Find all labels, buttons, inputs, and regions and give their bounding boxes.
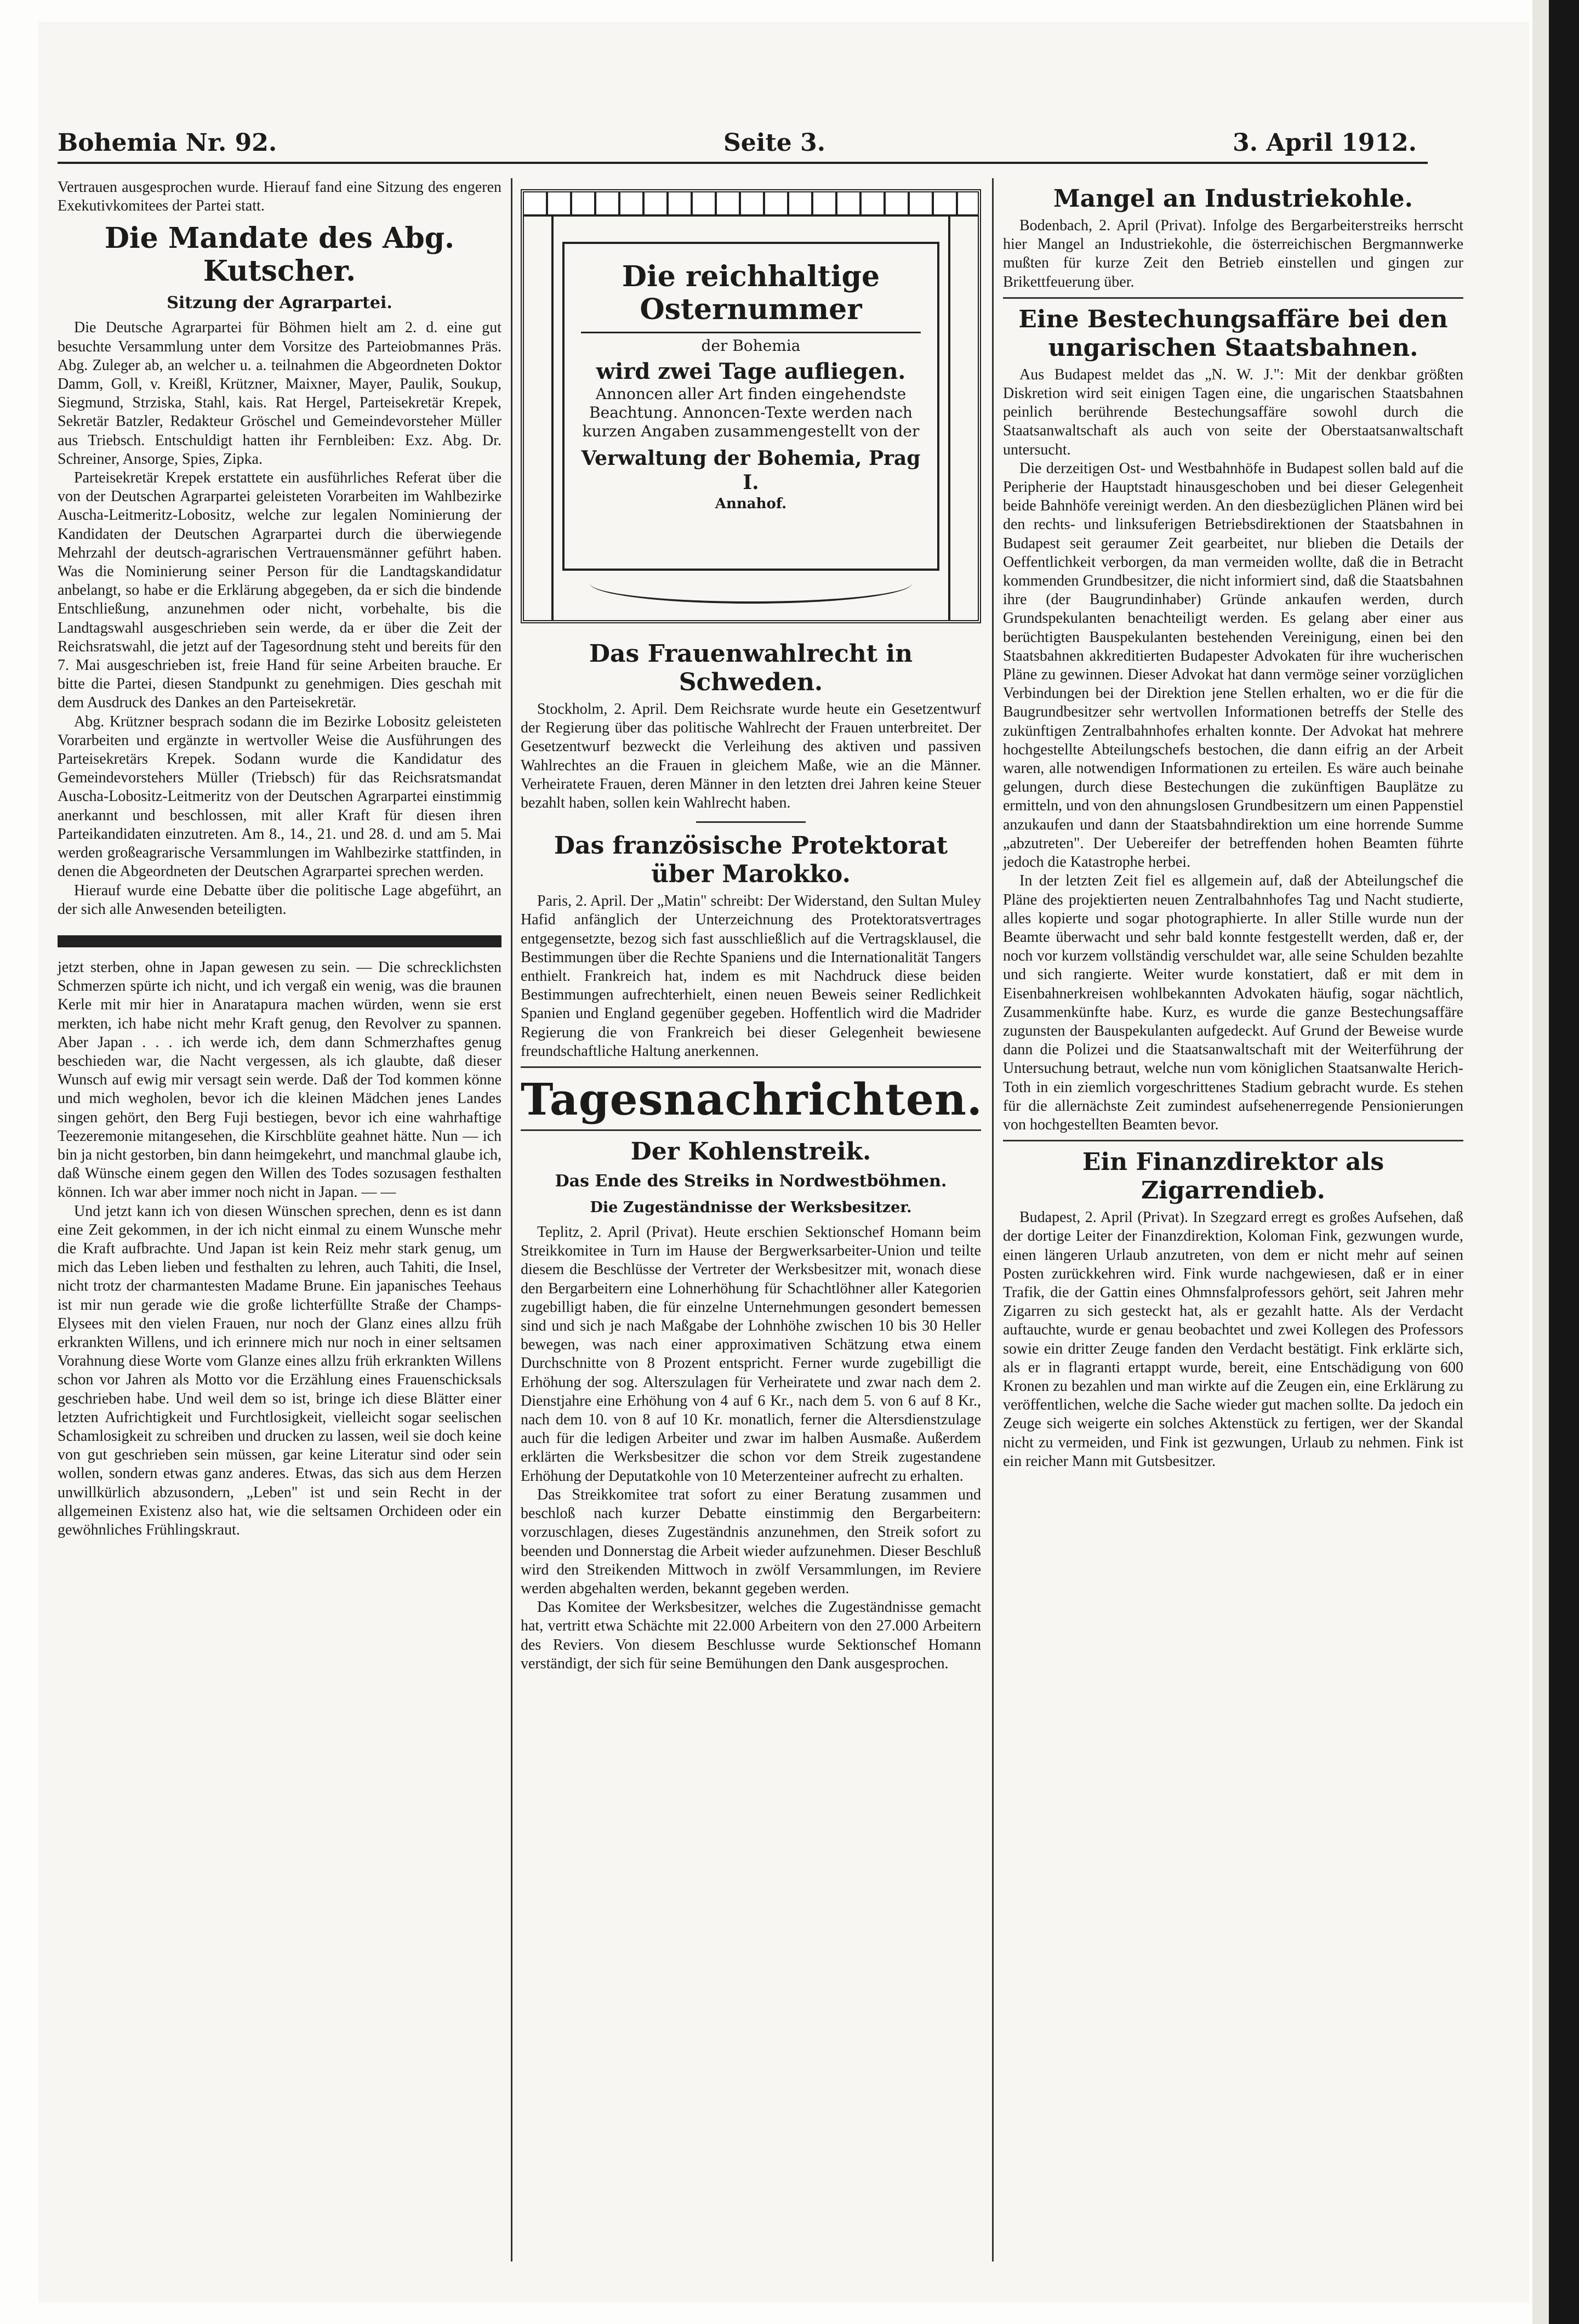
ad-line: der Bohemia bbox=[701, 337, 801, 355]
scan-edge-dark bbox=[1549, 0, 1579, 2324]
ad-inner-frame bbox=[562, 242, 939, 571]
paragraph: Stockholm, 2. April. Dem Reichsrate wurde heute ein Gesetzentwurf der Regierung über das politische Wahlrecht der Frauen unterbreitet. Der Gesetzentwurf bezweckt die Verleihung des aktiven und passiven Wahlrechtes an die Frauen in gleichem Maße, wie an die Männer. Verheiratete Frauen, deren Männer in den letzten drei Jahren keine Steuer bezahlt haben, sollen kein Wahlrecht haben. bbox=[521, 701, 981, 812]
column-rule-2 bbox=[992, 178, 994, 2262]
ad-pillar-left bbox=[529, 217, 554, 620]
paragraph: Das Komitee der Werksbesitzer, welches die Zugeständnisse gemacht hat, vertritt etwa Schächte mit 22.000 Arbeitern von den 27.000 Arbeitern des Reviers. Von diesem Beschlusse wurde Sektionschef Homann verständigt, der sich für seine Bemühungen den Dank ausgesprochen. bbox=[521, 1599, 981, 1672]
section-title: Tagesnachrichten. bbox=[521, 1073, 983, 1126]
separator bbox=[521, 1129, 981, 1131]
ad-line: wird zwei Tage aufliegen. bbox=[596, 359, 906, 384]
paragraph: Aus Budapest meldet das „N. W. J.": Mit der denkbar größten Diskretion wird seit einigen Tagen eine, die ungarischen Staatsbahnen peinlich berührende Bestechungsaffäre sowohl durch die Staatsanwaltschaft als auch von seite der Oberstaatsanwaltschaft untersucht. bbox=[1003, 366, 1463, 458]
scan-edge-light bbox=[1532, 0, 1549, 2324]
page-header bbox=[58, 112, 1417, 162]
article-title: Mangel an Industriekohle. bbox=[1053, 185, 1413, 213]
article-subtitle: Die Zugeständnisse der Werksbesitzer. bbox=[590, 1199, 912, 1217]
column-rule-1 bbox=[511, 178, 512, 2262]
paragraph: Hierauf wurde eine Debatte über die politische Lage abgeführt, an der sich alle Anwesenden beteiligten. bbox=[58, 882, 501, 918]
column-2 bbox=[521, 178, 981, 1673]
article-subtitle: Sitzung der Agrarpartei. bbox=[167, 293, 392, 313]
paragraph: Parteisekretär Krepek erstattete ein ausführliches Referat über die von der Deutschen Agrarpartei geleisteten Vorarbeiten im Wahlbezirke Auscha-Leitmeritz-Lobositz, welche zur legalen Nominierung der Kandidaten der Deutschen Agrarpartei durch die überwiegende Mehrzahl der deutsch-agrarischen Vertrauensmänner geführt haben. Was die Nominierung seiner Person für die Landtagskandidatur anbelangt, so habe er die Erklärung abgegeben, da er sich die bindende Entschließung, anzunehmen oder nicht, vorbehalte, bis die Landtagswahl ausgeschrieben sein werde, da er über die Zeit der Reichsratswahl, die jetzt auf der Tagesordnung steht und bereits für den 7. Mai ausgeschrieben ist, freie Hand für seine Arbeiten brauche. Er bitte die Partei, diesen Standpunkt zu genehmigen. Dies geschah mit dem Ausdruck des Dankes an den Parteisekretär. bbox=[58, 469, 501, 712]
issue-number: Bohemia Nr. 92. bbox=[58, 129, 277, 157]
paragraph: Budapest, 2. April (Privat). In Szegzard erregt es großes Aufsehen, daß der dortige Leiter der Finanzdirektion, Koloman Fink, gezwungen wurde, einen längeren Urlaub anzutreten, von dem er nicht mehr auf seinen Posten zurückkehren wird. Fink wurde nachgewiesen, daß er in einer Trafik, die der Gattin eines Ohmnsfalprofessors gehört, seit Jahren mehr Zigarren zu sich gesteckt hat, als er gezahlt hatte. Als der Verdacht auftauchte, wurde er genau beobachtet und zwei Kollegen des Professors sowie ein dritter Zeuge fanden den Verdacht bestätigt. Fink erklärte sich, als er in flagranti ertappt wurde, bereit, eine Entschädigung von 600 Kronen zu bezahlen und man wirkte auf die Zeugen ein, eine Erklärung zu veröffentlichen, welche die Sache wieder gut machen sollte. Da jedoch ein Zeuge sich weigerte ein solches Aktenstück zu fertigen, wer der Skandal nicht zu vermeiden, und Fink ist gezwungen, Urlaub zu nehmen. Fink ist ein reicher Mann mit Gutsbesitzer. bbox=[1003, 1209, 1463, 1470]
feuilleton-paragraph: Und jetzt kann ich von diesen Wünschen sprechen, denn es ist dann eine Zeit gekommen, in der ich nicht einmal zu einem Wunsche mehr die Kraft aufbrachte. Und Japan ist kein Reiz mehr stark genug, um mich das Leben lieben und festhalten zu lehren, auch Tahiti, die Insel, nicht trotz der charmantesten Madame Brune. Ein japanisches Teehaus ist mir nun gerade wie die große lichterfüllte Straße der Champs-Elysees mit den vielen Frauen, nur noch der Glanz eines allzu früh erkrankten Willens, und ich erinnere mich nur noch in einer seltsamen Vorahnung diese Worte vom Glanze eines allzu früh erkrankten Willens schon vor Jahren als Motto vor die Erzählung eines Frauenschicksals geschrieben habe. Und weil dem so ist, bringe ich diese Blätter einer letzten Aufrichtigkeit und Furchtlosigkeit, vielleicht sogar seelischen Schamlosigkeit zu schreiben und drucken zu lassen, weil sie doch keine von gut geschrieben sein müssen, gar keine Literatur sind oder sein wollen, sondern etwas ganz anderes. Etwas, das sich aus dem Herzen unwillkürlich abzusondern, „Leben" ist und sein Recht in der allgemeinen Existenz also hat, wie die seltsamen Orchideen oder ein gewöhnliches Frühlingskraut. bbox=[58, 1202, 501, 1538]
ad-title: Die reichhaltige Osternummer bbox=[581, 260, 921, 333]
article-subtitle: Das Ende des Streiks in Nordwestböhmen. bbox=[555, 1172, 947, 1191]
separator bbox=[1003, 297, 1463, 299]
page-number: Seite 3. bbox=[723, 129, 826, 157]
feuilleton-rule bbox=[58, 935, 501, 947]
ad-pillar-right bbox=[948, 217, 972, 620]
intro-text: Vertrauen ausgesprochen wurde. Hierauf fand eine Sitzung des engeren Exekutivkomitees der Partei statt. bbox=[58, 179, 501, 215]
article-title: Das Frauenwahlrecht in Schweden. bbox=[589, 640, 913, 696]
article-title: Die Mandate des Abg. Kutscher. bbox=[104, 221, 455, 288]
ad-ornament-border bbox=[524, 192, 978, 217]
paragraph: Abg. Krützner besprach sodann die im Bezirke Lobositz geleisteten Vorarbeiten und ergänzte in wertvoller Weise die Ausführungen des Parteisekretärs Krepek. Sodann wurde die Kandidatur des Gemeindevorstehers Müller (Triebsch) für das Reichsratsmandat Auscha-Lobositz-Leitmeritz von der Deutschen Agrarpartei einstimmig anerkannt und beschlossen, mit aller Kraft für diesen ihren Parteikandidaten einzutreten. Am 8., 14., 21. und 28. d. und am 5. Mai werden großeagrarische Versammlungen im Wahlbezirke stattfinden, in denen die Abgeordneten der Deutschen Agrarpartei sprechen werden. bbox=[58, 713, 501, 880]
article-title: Ein Finanzdirektor als Zigarrendieb. bbox=[1082, 1148, 1384, 1205]
advertisement-box bbox=[521, 189, 981, 623]
article-title: Eine Bestechungsaffäre bei den ungarischen Staatsbahnen. bbox=[1018, 305, 1448, 362]
header-rule bbox=[58, 162, 1428, 164]
article-title: Der Kohlenstreik. bbox=[630, 1138, 871, 1166]
column-3 bbox=[1003, 178, 1463, 1471]
issue-date: 3. April 1912. bbox=[1233, 129, 1417, 157]
separator bbox=[696, 821, 806, 823]
paragraph: Das Streikkomitee trat sofort zu einer Beratung zusammen und beschloß nach kurzer Debatte einstimmig den Bergarbeitern: vorzuschlagen, dieses Zugeständnis anzunehmen, den Streik sofort zu beenden und Donnerstag die Arbeit wieder aufzunehmen. Dieser Beschluß wird den Streikenden Mittwoch in zwölf Versammlungen, im Reviere werden abgehalten werden, bekannt gegeben werden. bbox=[521, 1486, 981, 1597]
paragraph: Paris, 2. April. Der „Matin" schreibt: Der Widerstand, den Sultan Muley Hafid anfänglich der Unterzeichnung des Protektoratsvertrages entgegensetzte, bezog sich fast ausschließlich auf die Vertragsklausel, die Bestimmungen über die Rechte Spaniens und die Internationalität Tangers enthielt. Frankreich hat, indem es mit Nachdruck diese beiden Bestimmungen aufrechterhielt, einen neuen Beweis seiner Redlichkeit Spanien und England gegenüber gegeben. Hoffentlich wird die Madrider Regierung die von Frankreich bei dieser Gelegenheit bewiesene freundschaftliche Haltung anerkennen. bbox=[521, 893, 981, 1060]
ad-line: Annoncen aller Art finden eingehendste Beachtung. Annoncen-Texte werden nach kurzen Angaben zusammengestellt von der bbox=[582, 385, 920, 440]
ad-line: Annahof. bbox=[715, 496, 787, 512]
column-1 bbox=[58, 178, 501, 1539]
paragraph: Die Deutsche Agrarpartei für Böhmen hielt am 2. d. eine gut besuchte Versammlung unter dem Vorsitze des Parteiobmannes Präs. Abg. Zuleger ab, an welcher u. a. teilnahmen die Abgeordneten Doktor Damm, Goll, v. Kreißl, Krützner, Maixner, Mayer, Paulik, Soukup, Siegmund, Strziska, Stahl, kais. Rat Hergel, Parteisekretär Krepek, Sekretär Batzler, Redakteur Gröschel und Gemeindevorsteher Müller aus Triebsch. Entschuldigt hatten ihr Fernbleiben: Exz. Abg. Dr. Schreiner, Ansorge, Spies, Zipka. bbox=[58, 319, 501, 468]
ad-line: Verwaltung der Bohemia, Prag I. bbox=[581, 447, 921, 494]
article-title: Das französische Protektorat über Marokko. bbox=[554, 832, 948, 889]
paragraph: Bodenbach, 2. April (Privat). Infolge des Bergarbeiterstreiks herrscht hier Mangel an Industriekohle, die österreichischen Bergmannwerke mußten für kurze Zeit den Betrieb einstellen und gingen zur Brikettfeuerung über. bbox=[1003, 217, 1463, 291]
paragraph: Teplitz, 2. April (Privat). Heute erschien Sektionschef Homann beim Streikkomitee in Turn im Hause der Bergwerksarbeiter-Union und teilte diesem die Beschlüsse der Vertreter der Werksbesitzer mit, wonach diese den Bergarbeitern eine Lohnerhöhung für Schachtlöhner aller Kategorien zugebilligt haben, die für einzelne Unternehmungen gesondert bemessen sind und sich je nach Maßgabe der Lohnhöhe zwischen 10 bis 30 Heller bewegen, was nach einer approximativen Schätzung etwa einem Durchschnitte von 8 Prozent entspricht. Ferner wurde zugebilligt die Erhöhung der sog. Alterszulagen für Verheiratete und zwar nach dem 2. Dienstjahre eine Erhöhung von 4 auf 6 Kr., nach dem 5. von 6 auf 8 Kr., nach dem 10. von 8 auf 10 Kr. monatlich, ferner die Altersdienstzulage auch für die ledigen Arbeiter und zwar im halben Ausmaße. Außerdem erklärten die Werksbesitzer die schon vor dem Streik zugestandene Erhöhung der Deputatkohle von 10 Meterzenteiner aufrecht zu erhalten. bbox=[521, 1224, 981, 1485]
feuilleton-paragraph: jetzt sterben, ohne in Japan gewesen zu sein. — Die schrecklichsten Schmerzen spürte ich nicht, und ich vergaß ein wenig, was die braunen Kerle mit mir hier in Anaratapura machen würden, wenn sie erst merkten, ich habe nicht mehr Kraft genug, den Revolver zu spannen. Aber Japan . . . ich werde ich, dem dann Schmerzhaftes genug beschieden war, die Nacht vergessen, als ich glaubte, daß dieser Wunsch auf ewig mir versagt sein werde. Daß der Tod kommen könne und mich wegholen, bevor ich die kleinen Mädchen jenes Landes singen gehört, den Berg Fuji bestiegen, bevor ich eine wahrhaftige Teezeremonie mitangesehen, die Kirschblüte geahnet hätte. Nun — ich bin ja nicht gestorben, bin dann heimgekehrt, und manchmal glaube ich, daß Wünsche einem gegen den Willen des Todes sozusagen festhalten können. Ich war aber immer noch nicht in Japan. — — bbox=[58, 958, 501, 1201]
separator bbox=[1003, 1140, 1463, 1141]
paragraph: In der letzten Zeit fiel es allgemein auf, daß der Abteilungschef die Pläne des projektierten neuen Zentralbahnhofes Tag und Nacht studierte, alles kopierte und sogar photographierte. In aller Stille wurde nun der Beamte überwacht und sehr bald konnte festgestellt werden, daß er, der noch vor kurzem vollständig verschuldet war, alle seine Schulden bezahlte und sich rangierte. Weiter wurde konstatiert, daß er mit dem in Eisenbahnerkreisen wohlbekannten Advokaten häufig, sogar nächtlich, Zusammenkünfte habe. Kurz, es wurde die ganze Bestechungsaffäre zugunsten der Bauspekulanten aufgedeckt. Auf Grund der Beweise wurde dann die Polizei und die Staatsanwaltschaft mit der Weiterführung der Untersuchung betraut, welche nun vom königlichen Staatsanwalte Herich-Toth in ein ziemlich vorgeschrittenes Stadium gebracht wurde. Es stehen für die allernächste Zeit zumindest aufsehenerregende Pensionierungen von hochgestellten Beamten bevor. bbox=[1003, 872, 1463, 1133]
ad-arc-ornament bbox=[590, 563, 912, 604]
separator bbox=[521, 1066, 981, 1068]
paragraph: Die derzeitigen Ost- und Westbahnhöfe in Budapest sollen bald auf die Peripherie der Hauptstadt hinausgeschoben und bei dieser Gelegenheit beide Bahnhöfe vereinigt werden. An den diesbezüglichen Plänen wird bei den rechts- und linksuferigen Betriebsdirektionen der Staatsbahnen in Budapest seit geraumer Zeit gearbeitet, nur blieben die Details der Oeffentlichkeit verborgen, da man vermeiden wollte, daß die in Betracht kommenden Grundbesitzer, die nicht informiert sind, daß die Staatsbahnen ihre (der Baugrundinhaber) Gründe ankaufen werden, durch Grundspekulanten benachteiligt werden. Es gelang aber einer aus berüchtigten Bauspekulanten bestehenden Vereinigung, einen bei den Staatsbahnen akkreditierten Budapester Advokaten für ihre wucherischen Pläne zu gewinnen. Dieser Advokat hat dann vermöge seiner vorzüglichen Verbindungen bei der Direktion jene Stellen erhalten, wo er die für die Baugrundbesitzer sehr wertvollen Informationen betreffs der Stelle des zukünftigen Zentralbahnhofes erhalten konnte. Der Advokat hat mehrere hochgestellte Abteilungschefs bestochen, die dann eifrig an der Arbeit waren, alle notwendigen Informationen zu erteilen. Es wäre auch beinahe gelungen, durch diese Bestechungen die zukünftigen Bauplätze zu ermitteln, und von den ahnungslosen Grundbesitzern um einen Pappenstiel anzukaufen und dann der Staatsbahndirektion um eine horrende Summe „abzutreten". Der Uebereifer der betreffenden hohen Beamten führte jedoch die Katastrophe herbei. bbox=[1003, 459, 1463, 871]
